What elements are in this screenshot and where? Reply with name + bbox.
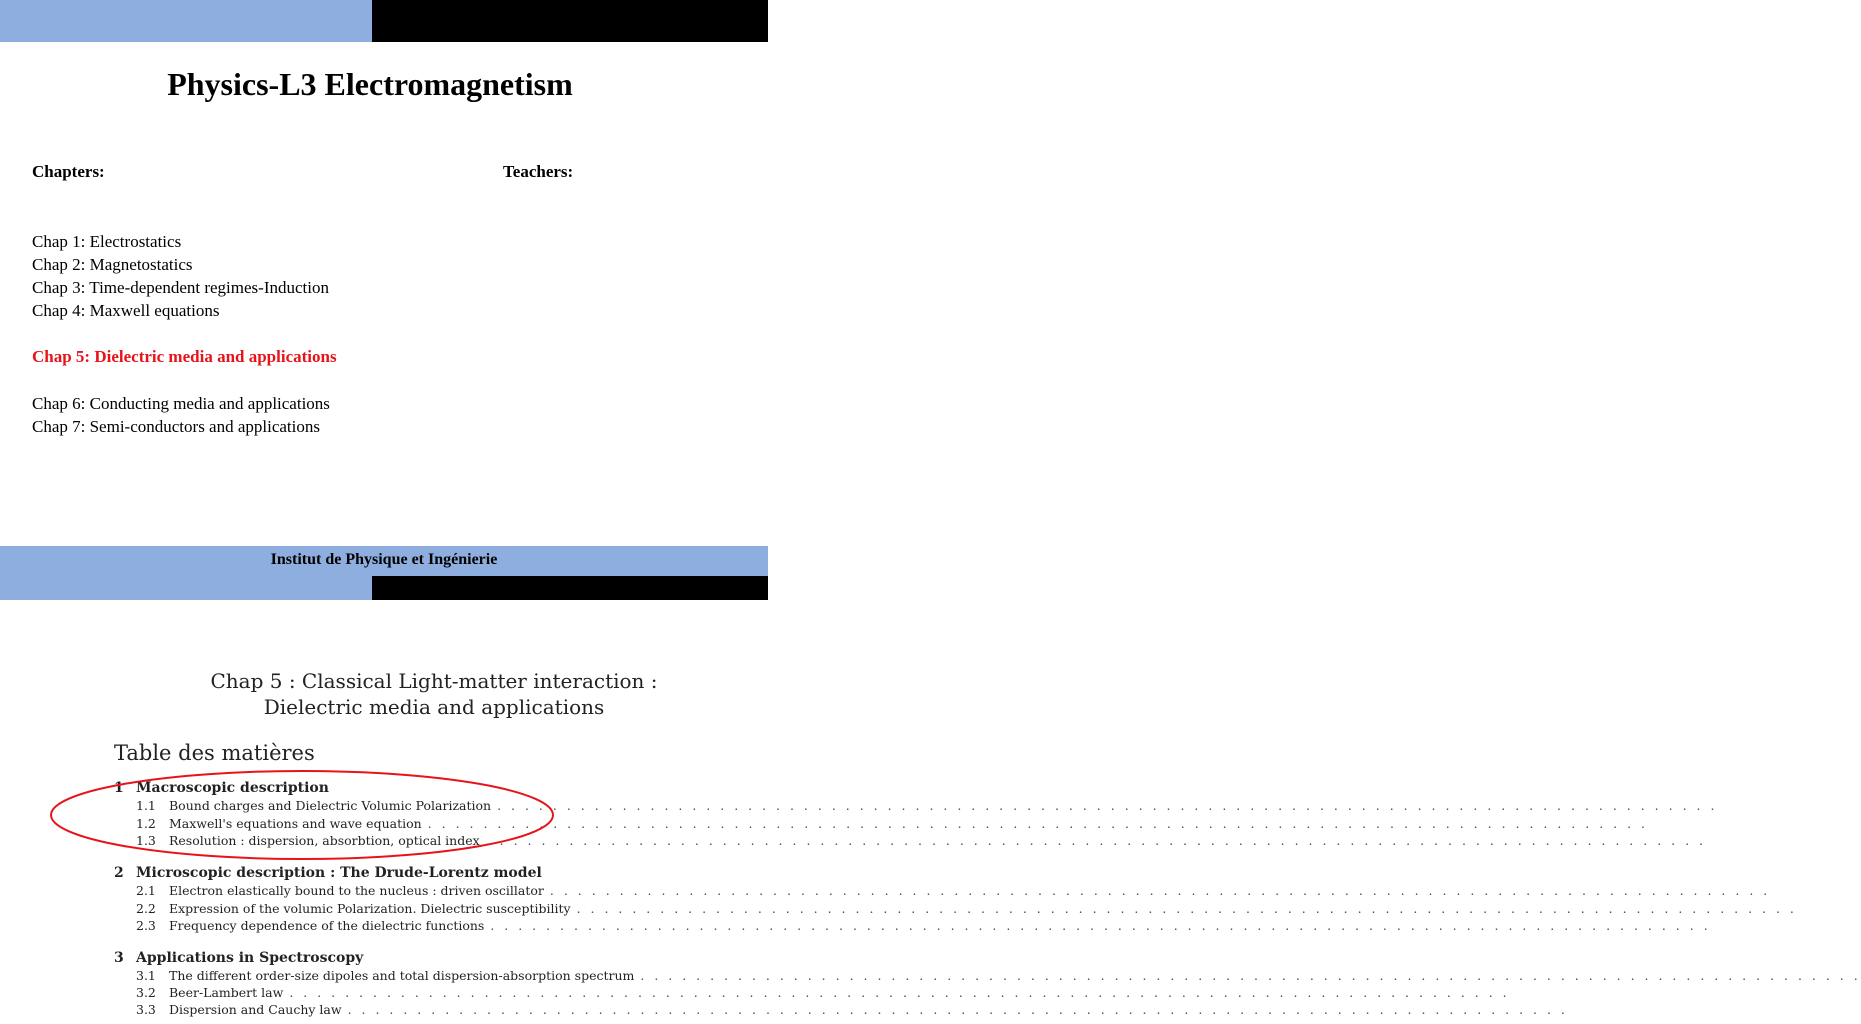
toc-subsection — [136, 985, 1510, 1003]
toc-leader-dots: . . . . . . . . . . . . . . . . . . . . . . . . . . . . . . . . . . . . . . . . . . . . . . . . . . . . . . . . . . . . . . . . . . . . . . . . . . . . . . . . . . . . . . . . — [549, 883, 1771, 898]
toc-leader-dots: . . . . . . . . . . . . . . . . . . . . . . . . . . . . . . . . . . . . . . . . . . . . . . . . . . . . . . . . . . . . . . . . . . . . . . . . . . . . . . . . . . . . . . . . — [640, 968, 1861, 983]
toc-subsection-number: 3.3 — [136, 1002, 156, 1017]
document-title-line1: Chap 5 : Classical Light-matter interaction : — [210, 669, 658, 693]
toc-leader-dots: . . . . . . . . . . . . . . . . . . . . . . . . . . . . . . . . . . . . . . . . . . . . . . . . . . . . . . . . . . . . . . . . . . . . . . . . . . . . . . . . . . . . . . . . — [289, 985, 1510, 1000]
top-black-bar — [372, 0, 768, 42]
teachers-header: Teachers: — [503, 162, 574, 181]
toc-section-title: Macroscopic description — [136, 780, 329, 796]
toc-subsection-title: Resolution : dispersion, absorbtion, optical index — [169, 833, 480, 848]
institute-name: Institut de Physique et Ingénierie — [270, 551, 498, 568]
chapter-item: Chap 3: Time-dependent regimes-Induction — [32, 278, 329, 297]
slide-title: Physics-L3 Electromagnetism — [167, 66, 573, 102]
toc-subsection-number: 1.2 — [136, 816, 156, 831]
toc-section-title: Applications in Spectroscopy — [136, 950, 364, 966]
chapters-header: Chapters: — [32, 162, 105, 181]
toc-subsection — [136, 918, 1711, 936]
document-title-line2: Dielectric media and applications — [263, 695, 605, 719]
toc-leader-dots: . . . . . . . . . . . . . . . . . . . . . . . . . . . . . . . . . . . . . . . . . . . . . . . . . . . . . . . . . . . . . . . . . . . . . . . . . . . . . . . . . . . . . . . . — [347, 1002, 1568, 1017]
toc-subsection — [136, 1002, 1568, 1020]
bottom-blue-bar-lower — [0, 576, 372, 600]
toc-subsection-title: Maxwell's equations and wave equation — [169, 816, 422, 831]
chapter-item: Chap 1: Electrostatics — [32, 232, 182, 251]
chapter-item: Chap 6: Conducting media and applications — [32, 394, 330, 413]
toc-leader-dots: . . . . . . . . . . . . . . . . . . . . . . . . . . . . . . . . . . . . . . . . . . . . . . . . . . . . . . . . . . . . . . . . . . . . . . . . . . . . . . . . . . . . . . . . — [497, 798, 1718, 813]
chapter-item: Chap 2: Magnetostatics — [32, 255, 193, 274]
toc-leader-dots: . . . . . . . . . . . . . . . . . . . . . . . . . . . . . . . . . . . . . . . . . . . . . . . . . . . . . . . . . . . . . . . . . . . . . . . . . . . . . . . . . . . . . . . . — [485, 833, 1707, 848]
toc-subsection-number: 2.1 — [136, 883, 156, 898]
top-blue-bar — [0, 0, 372, 42]
toc-subsection-title: The different order-size dipoles and total dispersion-absorption spectrum — [169, 968, 635, 983]
toc-section — [114, 950, 363, 968]
toc-subsection-number: 3.1 — [136, 968, 156, 983]
toc-subsection-number: 2.3 — [136, 918, 156, 933]
toc-section — [114, 865, 542, 883]
toc-subsection-number: 1.3 — [136, 833, 156, 848]
chapter-item-highlighted: Chap 5: Dielectric media and applications — [32, 347, 337, 366]
toc-section-number: 2 — [114, 865, 124, 881]
toc-subsection-title: Electron elastically bound to the nucleus : driven oscillator — [169, 883, 544, 898]
toc-subsection — [136, 883, 1771, 901]
toc-subsection-number: 2.2 — [136, 901, 156, 916]
bottom-black-bar — [372, 576, 768, 600]
toc-leader-dots: . . . . . . . . . . . . . . . . . . . . . . . . . . . . . . . . . . . . . . . . . . . . . . . . . . . . . . . . . . . . . . . . . . . . . . . . . . . . . . . . . . . . . . . . — [490, 918, 1711, 933]
toc-subsection-title: Dispersion and Cauchy law — [169, 1002, 342, 1017]
red-ellipse-annotation — [48, 768, 556, 862]
toc-subsection-title: Bound charges and Dielectric Volumic Polarization — [169, 798, 492, 813]
toc-subsection-title: Beer-Lambert law — [169, 985, 284, 1000]
toc-subsection-number: 3.2 — [136, 985, 156, 1000]
toc-subsection-number: 1.1 — [136, 798, 156, 813]
toc-section-number: 1 — [114, 780, 124, 796]
ellipse-shape — [51, 771, 553, 859]
toc-section-number: 3 — [114, 950, 124, 966]
toc-section-title: Microscopic description : The Drude-Lorentz model — [136, 865, 542, 881]
toc-subsection-title: Frequency dependence of the dielectric functions — [169, 918, 485, 933]
chapter-item: Chap 7: Semi-conductors and applications — [32, 417, 320, 436]
toc-subsection — [136, 968, 1861, 986]
toc-leader-dots: . . . . . . . . . . . . . . . . . . . . . . . . . . . . . . . . . . . . . . . . . . . . . . . . . . . . . . . . . . . . . . . . . . . . . . . . . . . . . . . . . . . . . . . . — [427, 816, 1649, 831]
toc-heading: Table des matières — [114, 741, 315, 765]
toc-subsection-title: Expression of the volumic Polarization. Dielectric susceptibility — [169, 901, 571, 916]
toc-leader-dots: . . . . . . . . . . . . . . . . . . . . . . . . . . . . . . . . . . . . . . . . . . . . . . . . . . . . . . . . . . . . . . . . . . . . . . . . . . . . . . . . . . . . . . . . — [576, 901, 1797, 916]
toc-subsection — [136, 901, 1797, 919]
chapter-item: Chap 4: Maxwell equations — [32, 301, 220, 320]
